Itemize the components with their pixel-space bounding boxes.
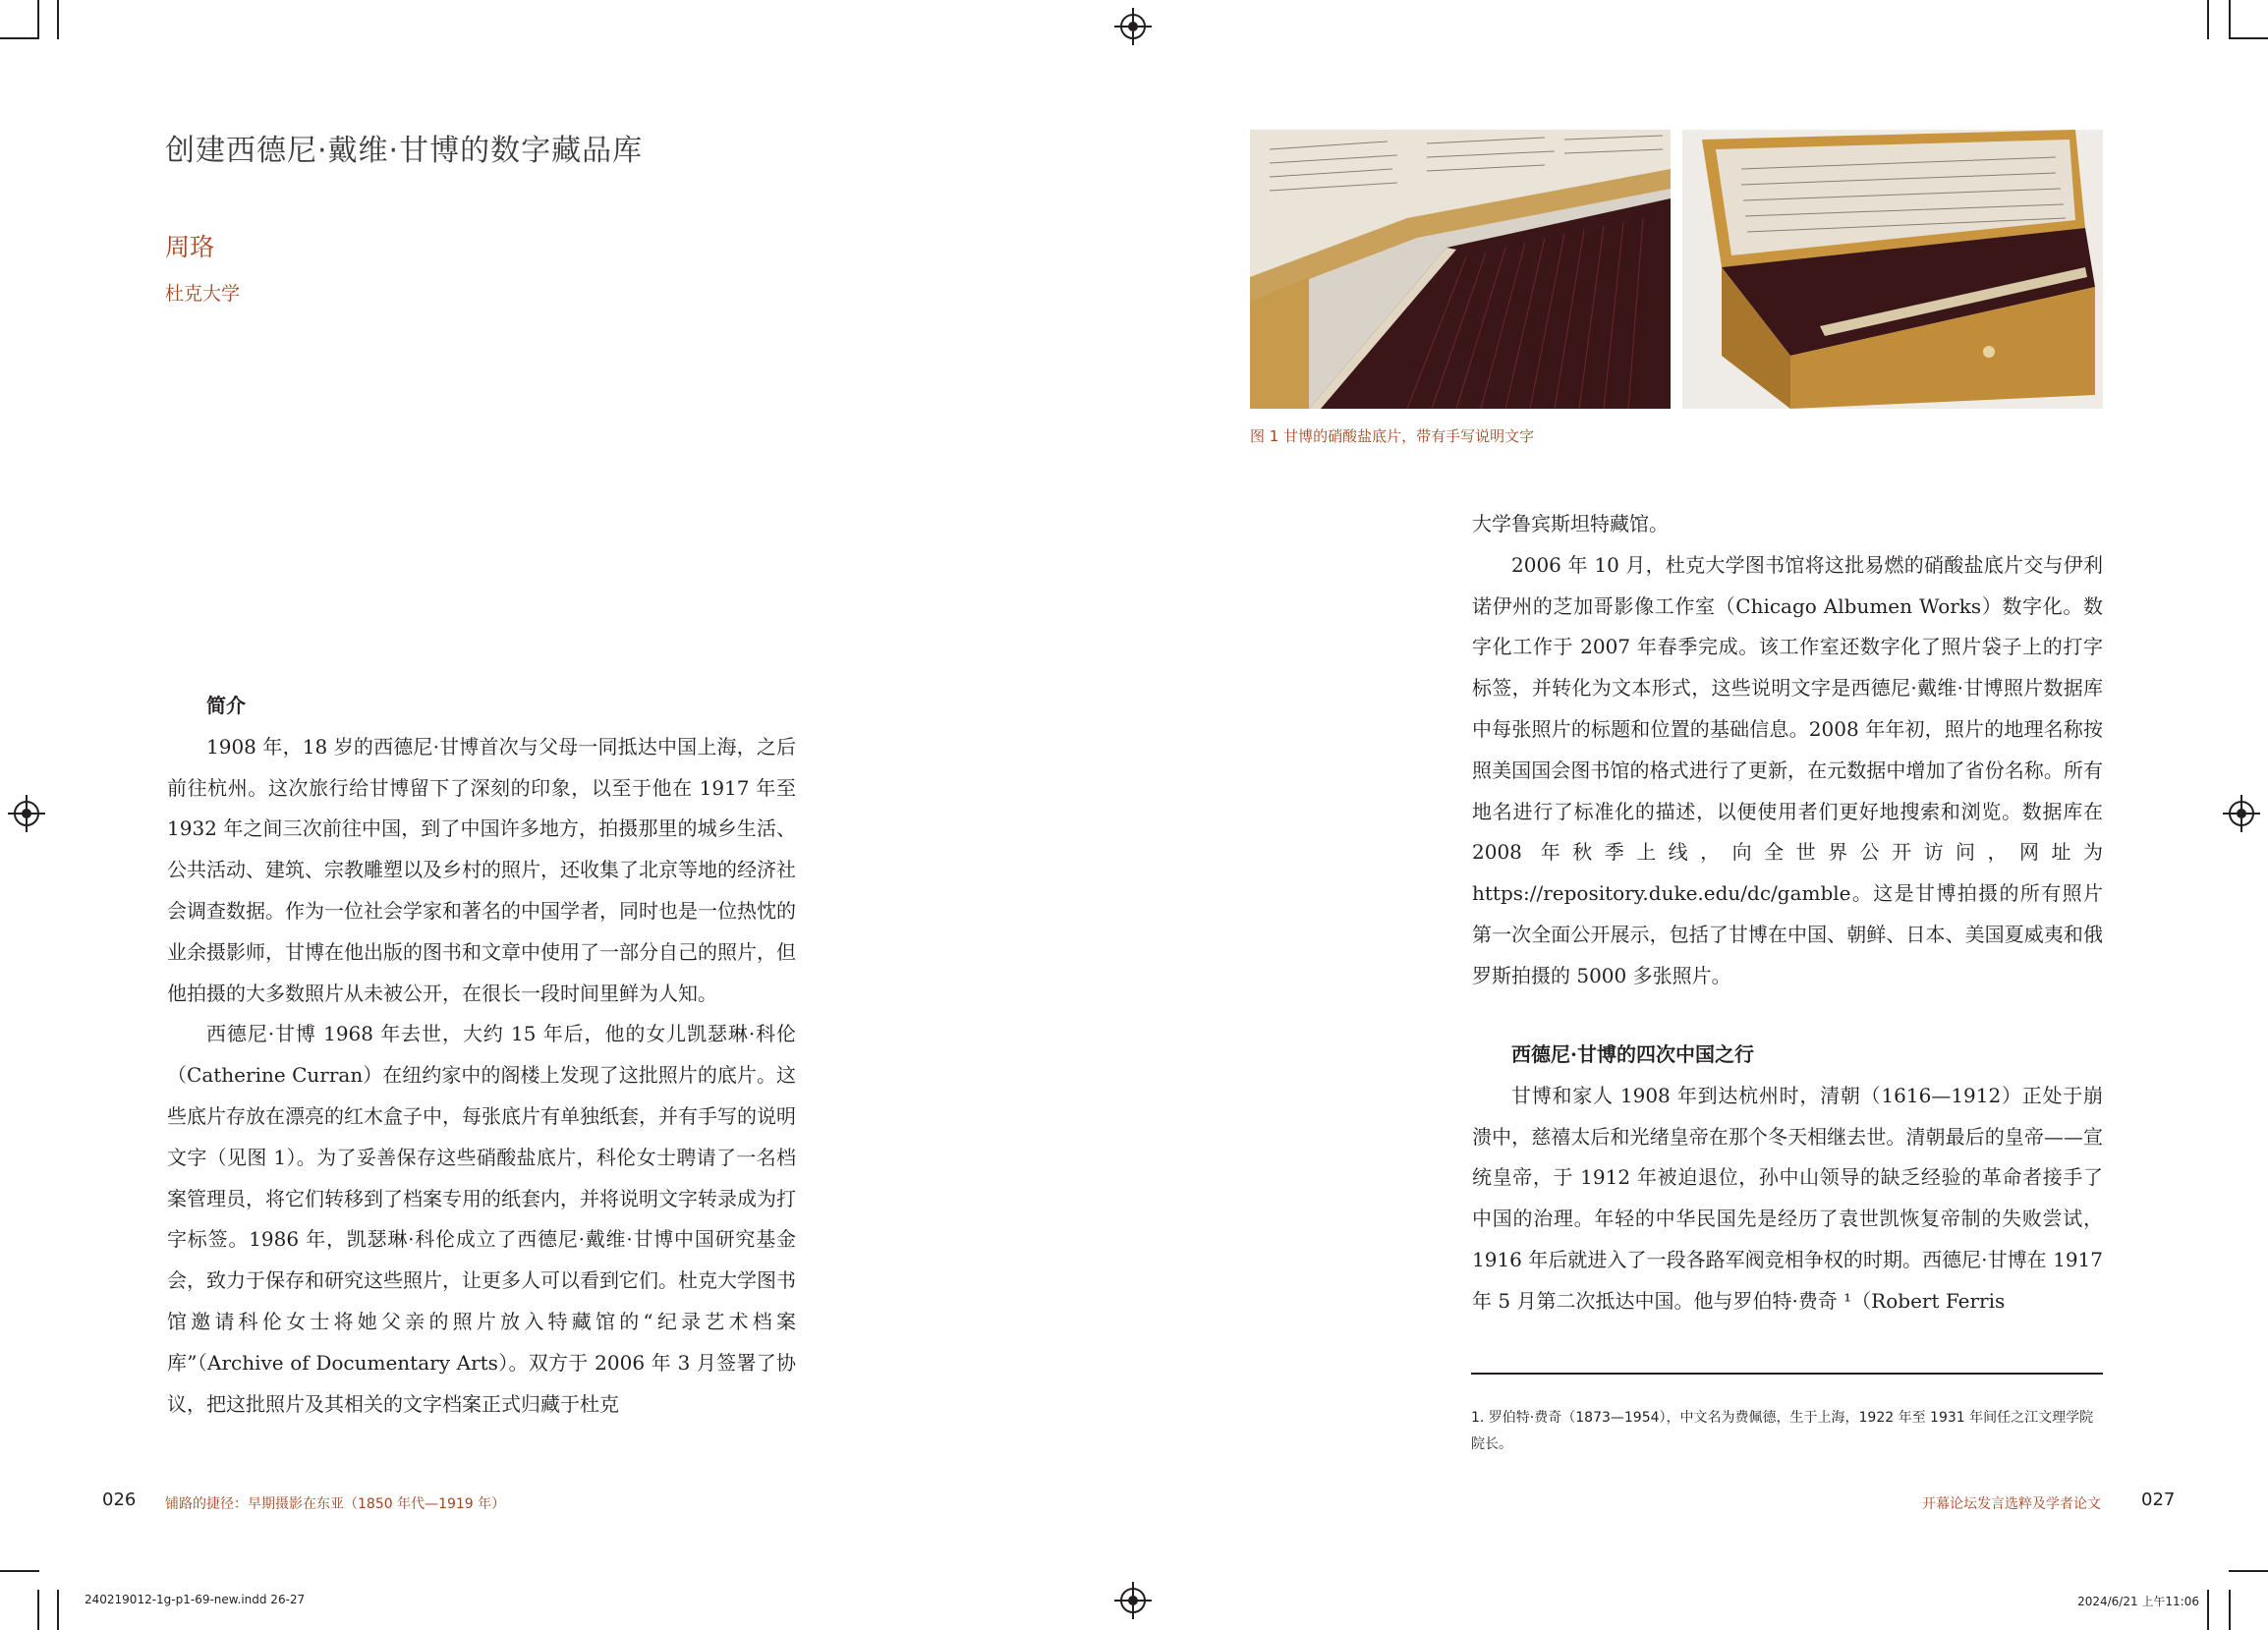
page-number-left: 026 — [102, 1489, 137, 1510]
crop-mark — [2229, 1590, 2231, 1630]
registration-mark-icon — [2229, 801, 2254, 826]
crop-mark — [37, 0, 39, 39]
footnote-rule — [1471, 1373, 2103, 1375]
author-name: 周珞 — [165, 233, 215, 261]
crop-mark — [37, 1590, 39, 1630]
crop-mark — [0, 37, 39, 39]
left-body-column — [167, 686, 796, 1425]
photo-negative-box-closed — [1682, 130, 2103, 409]
registration-mark-icon — [1120, 1588, 1146, 1613]
running-head-left: 铺路的捷径：早期摄影在东亚（1850 年代—1919 年） — [165, 1496, 506, 1512]
slug-timestamp: 2024/6/21 上午11:06 — [2077, 1595, 2199, 1608]
running-head-right: 开幕论坛发言选粹及学者论文 — [1922, 1496, 2101, 1512]
paragraph: 甘博和家人 1908 年到达杭州时，清朝（1616—1912）正处于崩溃中，慈禧太后和光绪皇帝在那个冬天相继去世。清朝最后的皇帝——宣统皇帝，于 1912 年被迫退位，孙中山领导的缺乏经验的革命者接手了中国的治理。年轻的中华民国先是经历了袁世凯恢复帝制的失败尝试，1916 年后就进入了一段各路军阀竞相争权的时期。西德尼·甘博在 1917 年 5 月第二次抵达中国。他与罗伯特·费奇 ¹（Robert Ferris — [1472, 1083, 2103, 1313]
right-body-column-section — [1472, 1035, 2103, 1322]
right-body-column — [1472, 504, 2103, 997]
crop-mark — [2229, 1570, 2268, 1572]
registration-mark-icon — [14, 801, 39, 826]
figure-1 — [1250, 130, 2103, 409]
footnote: 1. 罗伯特·费奇（1873—1954），中文名为费佩德，生于上海，1922 年至 1931 年间任之江文理学院院长。 — [1471, 1410, 2094, 1452]
crop-mark — [2229, 0, 2231, 39]
crop-mark — [2207, 0, 2209, 39]
section-heading: 西德尼·甘博的四次中国之行 — [1511, 1042, 1754, 1066]
crop-mark — [2229, 37, 2268, 39]
page-number-right: 027 — [2141, 1489, 2176, 1510]
paragraph: 西德尼·甘博 1968 年去世，大约 15 年后，他的女儿凯瑟琳·科伦（Catherine Curran）在纽约家中的阁楼上发现了这批照片的底片。这些底片存放在漂亮的红木盒子中，每张底片有单独纸套，并有手写的说明文字（见图 1）。为了妥善保存这些硝酸盐底片，科伦女士聘请了一名档案管理员，将它们转移到了档案专用的纸套内，并将说明文字转录成为打字标签。1986 年，凯瑟琳·科伦成立了西德尼·戴维·甘博中国研究基金会，致力于保存和研究这些照片，让更多人可以看到它们。杜克大学图书馆邀请科伦女士将她父亲的照片放入特藏馆的“纪录艺术档案库”（Archive of Documentary Arts）。双方于 2006 年 3 月签署了协议，把这批照片及其相关的文字档案正式归藏于杜克 — [167, 1022, 796, 1416]
figure-caption: 图 1 甘博的硝酸盐底片，带有手写说明文字 — [1250, 427, 1535, 445]
paragraph: 大学鲁宾斯坦特藏馆。 — [1472, 512, 1669, 535]
crop-mark — [57, 0, 59, 39]
paragraph: 2006 年 10 月，杜克大学图书馆将这批易燃的硝酸盐底片交与伊利诺伊州的芝加哥影像工作室（Chicago Albumen Works）数字化。数字化工作于 2007 年春季完成。该工作室还数字化了照片袋子上的打字标签，并转化为文本形式，这些说明文字是西德尼·戴维·甘博照片数据库中每张照片的标题和位置的基础信息。2008 年年初，照片的地理名称按照美国国会图书馆的格式进行了更新，在元数据中增加了省份名称。所有地名进行了标准化的描述，以便使用者们更好地搜索和浏览。数据库在 2008 年秋季上线，向全世界公开访问，网址为 https://repository.duke.edu/dc/gamble。这是甘博拍摄的所有照片第一次全面公开展示，包括了甘博在中国、朝鲜、日本、美国夏威夷和俄罗斯拍摄的 5000 多张照片。 — [1472, 552, 2103, 987]
section-heading: 简介 — [206, 694, 246, 717]
paragraph: 1908 年，18 岁的西德尼·甘博首次与父母一同抵达中国上海，之后前往杭州。这次旅行给甘博留下了深刻的印象，以至于他在 1917 年至 1932 年之间三次前往中国，到了中国许多地方，拍摄那里的城乡生活、公共活动、建筑、宗教雕塑以及乡村的照片，还收集了北京等地的经济社会调查数据。作为一位社会学家和著名的中国学者，同时也是一位热忱的业余摄影师，甘博在他出版的图书和文章中使用了一部分自己的照片，但他拍摄的大多数照片从未被公开，在很长一段时间里鲜为人知。 — [167, 734, 796, 1005]
crop-mark — [0, 1570, 39, 1572]
article-title: 创建西德尼·戴维·甘博的数字藏品库 — [165, 134, 644, 168]
crop-mark — [2207, 1590, 2209, 1630]
slug-filename: 240219012-1g-p1-69-new.indd 26-27 — [85, 1593, 306, 1606]
registration-mark-icon — [1120, 14, 1146, 39]
photo-negative-box-open — [1250, 130, 1671, 409]
crop-mark — [57, 1590, 59, 1630]
author-affiliation: 杜克大学 — [165, 283, 241, 305]
